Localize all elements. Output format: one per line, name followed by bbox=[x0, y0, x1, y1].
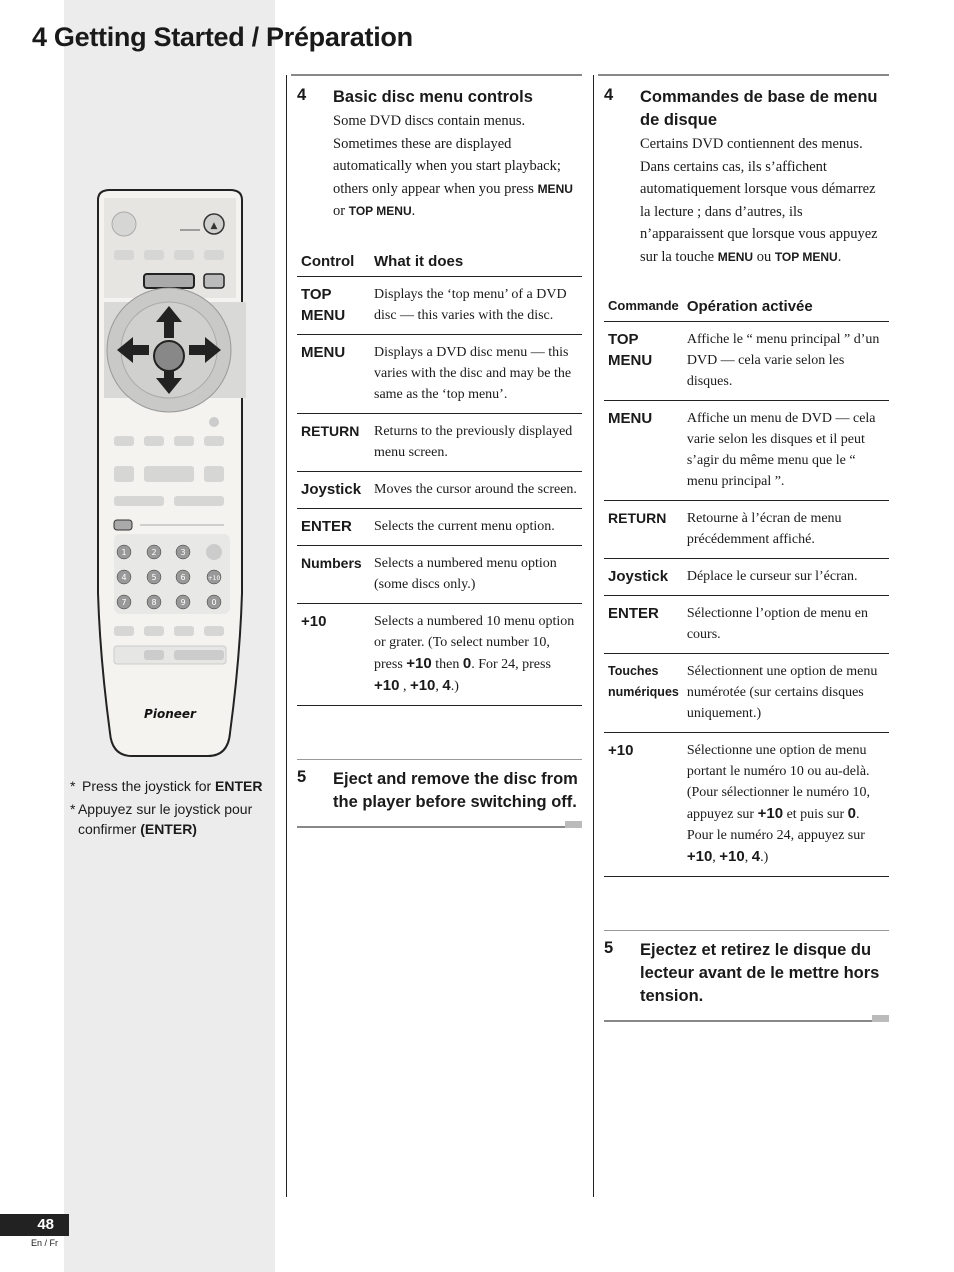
en-section-5-heading: Eject and remove the disc from the player before switching off. bbox=[333, 769, 578, 811]
page-title: 4 Getting Started / Préparation bbox=[32, 22, 413, 52]
remote-control-illustration bbox=[90, 188, 250, 765]
fr-section-4-heading: Commandes de base de menu de disque bbox=[640, 88, 878, 129]
column-divider-right bbox=[593, 75, 594, 1197]
fr-section-4-body: Certains DVD contiennent des menus. Dans certains cas, ils s’affichent automatiquement lorsque vous démarrez la lecture ; dans d’autres, ils n’apparaissent que lorsque vous appuyez sur la touche MENU ou TOP MENU. bbox=[640, 136, 878, 265]
table-header: Opération activée bbox=[683, 290, 889, 322]
en-section-4-body: Some DVD discs contain menus. Sometimes these are displayed automatically when you start playback; others only appear when you press MENU or TOP MENU. bbox=[333, 113, 573, 219]
en-section-4: 4 Basic disc menu controls Some DVD discs contain menus. Sometimes these are displayed automatically when you start playback; others only appear when you press MENU or TOP MENU. bbox=[297, 86, 582, 223]
section-end-rule bbox=[604, 1020, 889, 1022]
svg-text:0: 0 bbox=[211, 598, 217, 607]
fr-section-5: 5 Ejectez et retirez le disque du lecteur avant de le mettre hors tension. bbox=[604, 930, 889, 1008]
table-header: Commande bbox=[604, 290, 683, 322]
table-row: Touches numériques Sélectionnent une option de menu numérotée (sur certains disques uniquement.) bbox=[604, 654, 889, 733]
french-column bbox=[604, 74, 889, 1022]
table-row: RETURN Returns to the previously displayed menu screen. bbox=[297, 413, 582, 471]
svg-text:▲: ▲ bbox=[210, 221, 218, 231]
table-row: +10 Sélectionne une option de menu portant le numéro 10 ou au-delà. (Pour sélectionner le numéro 10, appuyez sur +10 et puis sur 0. Pour le numéro 24, appuyez sur +10, +10, 4.) bbox=[604, 733, 889, 877]
svg-text:2: 2 bbox=[151, 548, 157, 557]
table-row: Joystick Déplace le curseur sur l’écran. bbox=[604, 559, 889, 596]
svg-text:6: 6 bbox=[180, 573, 186, 582]
table-row: TOP MENU Displays the ‘top menu’ of a DVD disc — this varies with the disc. bbox=[297, 276, 582, 334]
svg-text:8: 8 bbox=[151, 598, 157, 607]
table-row: MENU Displays a DVD disc menu — this varies with the disc and may be the same as the ‘top menu’. bbox=[297, 334, 582, 413]
table-row: TOP MENU Affiche le “ menu principal ” d’un DVD — cela varie selon les disques. bbox=[604, 322, 889, 401]
table-row: RETURN Retourne à l’écran de menu précédemment affiché. bbox=[604, 501, 889, 559]
svg-text:+10: +10 bbox=[207, 575, 221, 582]
fr-section-5-heading: Ejectez et retirez le disque du lecteur avant de le mettre hors tension. bbox=[640, 941, 880, 1005]
svg-text:4: 4 bbox=[121, 573, 127, 582]
table-row: MENU Affiche un menu de DVD — cela varie selon les disques et il peut s’agir du même menu que le “ menu principal ”. bbox=[604, 401, 889, 501]
fr-section-4: 4 Commandes de base de menu de disque Certains DVD contiennent des menus. Dans certains cas, ils s’affichent automatiquement lorsque vous démarrez la lecture ; dans d’autres, ils n’apparaissent que lorsque vous appuyez sur la touche MENU ou TOP MENU. bbox=[604, 86, 889, 268]
table-header: What it does bbox=[370, 245, 582, 277]
en-controls-table bbox=[297, 245, 582, 706]
en-section-5: 5 Eject and remove the disc from the player before switching off. bbox=[297, 759, 582, 814]
table-row: +10 Selects a numbered 10 menu option or grater. (To select number 10, press +10 then 0. For 24, press +10 , +10, 4.) bbox=[297, 603, 582, 705]
joystick-notes: * Press the joystick for ENTER * Appuyez sur le joystick pour confirmer (ENTER) bbox=[70, 778, 263, 837]
column-divider-left bbox=[286, 75, 287, 1197]
page-number-badge: 48 bbox=[0, 1214, 69, 1236]
english-column bbox=[297, 74, 582, 828]
table-row: ENTER Selects the current menu option. bbox=[297, 508, 582, 545]
language-label: En / Fr bbox=[31, 1238, 59, 1248]
en-section-4-heading: Basic disc menu controls bbox=[333, 88, 533, 106]
svg-text:9: 9 bbox=[180, 598, 186, 607]
table-row: Joystick Moves the cursor around the screen. bbox=[297, 471, 582, 508]
fr-controls-table bbox=[604, 290, 889, 877]
pioneer-logo: Pioneer bbox=[144, 707, 196, 721]
svg-text:7: 7 bbox=[121, 598, 127, 607]
svg-text:1: 1 bbox=[121, 548, 127, 557]
svg-text:5: 5 bbox=[151, 573, 157, 582]
svg-text:3: 3 bbox=[180, 548, 186, 557]
table-header: Control bbox=[297, 245, 370, 277]
table-row: ENTER Sélectionne l’option de menu en cours. bbox=[604, 596, 889, 654]
table-row: Numbers Selects a numbered menu option (some discs only.) bbox=[297, 545, 582, 603]
section-end-rule bbox=[297, 826, 582, 828]
